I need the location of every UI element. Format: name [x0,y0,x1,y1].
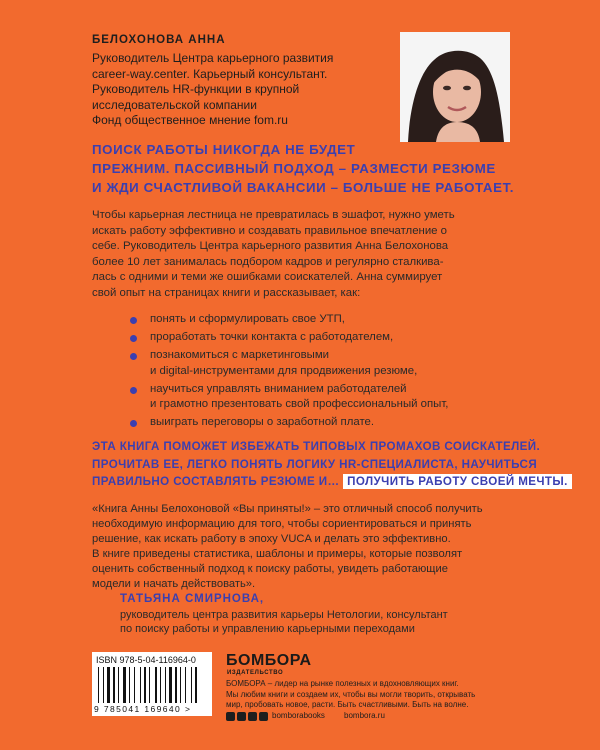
quote-line: В книге приведены статистика, шаблоны и примеры, которые позволят [92,548,463,560]
barcode-bar [107,667,110,703]
bullet-dot-icon [130,353,137,360]
barcode-bar [155,667,157,703]
intro-line: более 10 лет занималась подбором кадров и регулярно сталкива- [92,255,444,268]
barcode-bar [165,667,166,703]
callout [92,438,568,491]
bullet-dot-icon [130,335,137,342]
barcode-bar [118,667,119,703]
bullet-item [120,382,520,413]
bullet-list [120,312,520,433]
quote-author-role-line: руководитель центра развития карьеры Нетологии, консультант [120,609,448,621]
author-bio-line: Фонд общественное мнение fom.ru [92,113,288,127]
barcode-bar [140,667,141,703]
author-bio-line: исследовательской компании [92,97,257,112]
bullet-dot-icon [130,420,137,427]
publisher-line: БОМБОРА – лидер на рынке полезных и вдохновляющих книг. [226,679,459,688]
author-bio [92,51,392,129]
barcode-bar [129,667,130,703]
callout-highlight: ПОЛУЧИТЬ РАБОТУ СВОЕЙ МЕЧТЫ. [343,474,572,489]
facebook-icon [226,712,235,721]
callout-line: ПРОЧИТАВ ЕЕ, ЛЕГКО ПОНЯТЬ ЛОГИКУ HR-СПЕЦИАЛИСТА, НАУЧИТЬСЯ [92,457,538,471]
headline-line: И ЖДИ СЧАСТЛИВОЙ ВАКАНСИИ – БОЛЬШЕ НЕ РАБОТАЕТ. [92,180,515,195]
isbn-label: ISBN 978-5-04-116964-0 [96,655,196,665]
barcode [92,652,212,716]
barcode-bar [134,667,135,703]
author-bio-line: Руководитель HR-функции в крупной [92,82,300,96]
intro-line: лась с одними и теми же ошибками соискателей. Анна суммирует [92,271,443,283]
publisher-site: bombora.ru [344,711,385,720]
intro-line: свой опыт на страницах книги и рассказывает, как: [92,286,361,299]
quote-author-role [120,608,520,636]
barcode-bars [98,667,206,703]
review-quote [92,502,532,592]
intro-line: Чтобы карьерная лестница не превратилась в эшафот, нужно уметь [92,209,455,221]
social-handle: bomborabooks [272,711,325,720]
barcode-bar [123,667,126,703]
barcode-bar [180,667,181,703]
barcode-bar [195,667,197,703]
quote-line: оценить собственный подход к поиску работы, увидеть работающие [92,563,448,575]
headline-line: ПОИСК РАБОТЫ НИКОГДА НЕ БУДЕТ [92,142,356,157]
quote-author-name: ТАТЬЯНА СМИРНОВА, [120,593,265,605]
headline [92,140,532,197]
quote-line: необходимую информацию для того, чтобы сориентироваться и принять [92,518,472,530]
intro-paragraph [92,208,522,301]
bullet-text: и грамотно презентовать свой профессиональный опыт, [150,398,449,410]
barcode-bar [149,667,150,703]
barcode-bar [113,667,115,703]
publisher-description [226,679,526,711]
author-name: БЕЛОХОНОВА АННА [92,34,226,46]
author-bio-line: Руководитель Центра карьерного развития [92,51,334,65]
bullet-dot-icon [130,317,137,324]
bullet-text: проработать точки контакта с работодателем, [150,331,394,343]
intro-line: себе. Руководитель Центра карьерного развития Анна Белохонова [92,240,449,252]
barcode-bar [191,667,192,703]
author-photo [400,32,510,142]
bullet-text: научиться управлять вниманием работодателей [150,382,407,395]
quote-line: «Книга Анны Белохоновой «Вы приняты!» – это отличный способ получить [92,503,483,515]
headline-line: ПРЕЖНИМ. ПАССИВНЫЙ ПОДХОД – РАЗМЕСТИ РЕЗЮМЕ [92,161,496,176]
barcode-bar [103,667,104,703]
quote-author-role-line: по поиску работы и управлению карьерными переходами [120,623,415,635]
bullet-text: выиграть переговоры о заработной плате. [150,416,375,428]
bullet-item [120,348,520,379]
barcode-bar [160,667,161,703]
bullet-item [120,415,520,431]
publisher-line: Мы любим книги и создаем их, чтобы вы могли творить, открывать [226,689,476,699]
publisher-line: мир, пробовать новое, расти. Быть счастливыми. Быть на волне. [226,700,469,709]
publisher-socials [226,711,526,723]
barcode-bar [185,667,186,703]
intro-line: искать работу эффективно и создавать правильное впечатление о [92,224,448,237]
barcode-bar [144,667,146,703]
barcode-bar [169,667,172,703]
bullet-item [120,330,520,346]
bullet-text: и digital-инструментами для продвижения резюме, [150,364,418,377]
barcode-bar [175,667,177,703]
quote-line: решение, как искать работу в эпоху VUCA и делать это эффективно. [92,533,451,545]
bullet-dot-icon [130,387,137,394]
publisher-logo-subtitle: ИЗДАТЕЛЬСТВО [227,670,284,676]
bullet-text: познакомиться с маркетинговыми [150,349,330,361]
callout-line: ЭТА КНИГА ПОМОЖЕТ ИЗБЕЖАТЬ ТИПОВЫХ ПРОМАХОВ СОИСКАТЕЛЕЙ. [92,440,541,453]
author-bio-line: career-way.center. Карьерный консультант. [92,66,328,81]
quote-line: модели и начать действовать». [92,578,256,590]
bullet-item [120,312,520,328]
bullet-text: понять и сформулировать свое УТП, [150,313,345,325]
instagram-icon [259,712,268,721]
barcode-digits: 9 785041 169640 > [94,704,192,714]
youtube-icon [248,712,257,721]
callout-text: ПРАВИЛЬНО СОСТАВЛЯТЬ РЕЗЮМЕ И… [92,475,340,488]
publisher-logo: БОМБОРА [226,652,312,669]
vk-icon [237,712,246,721]
callout-line [92,473,568,491]
barcode-bar [98,667,99,703]
